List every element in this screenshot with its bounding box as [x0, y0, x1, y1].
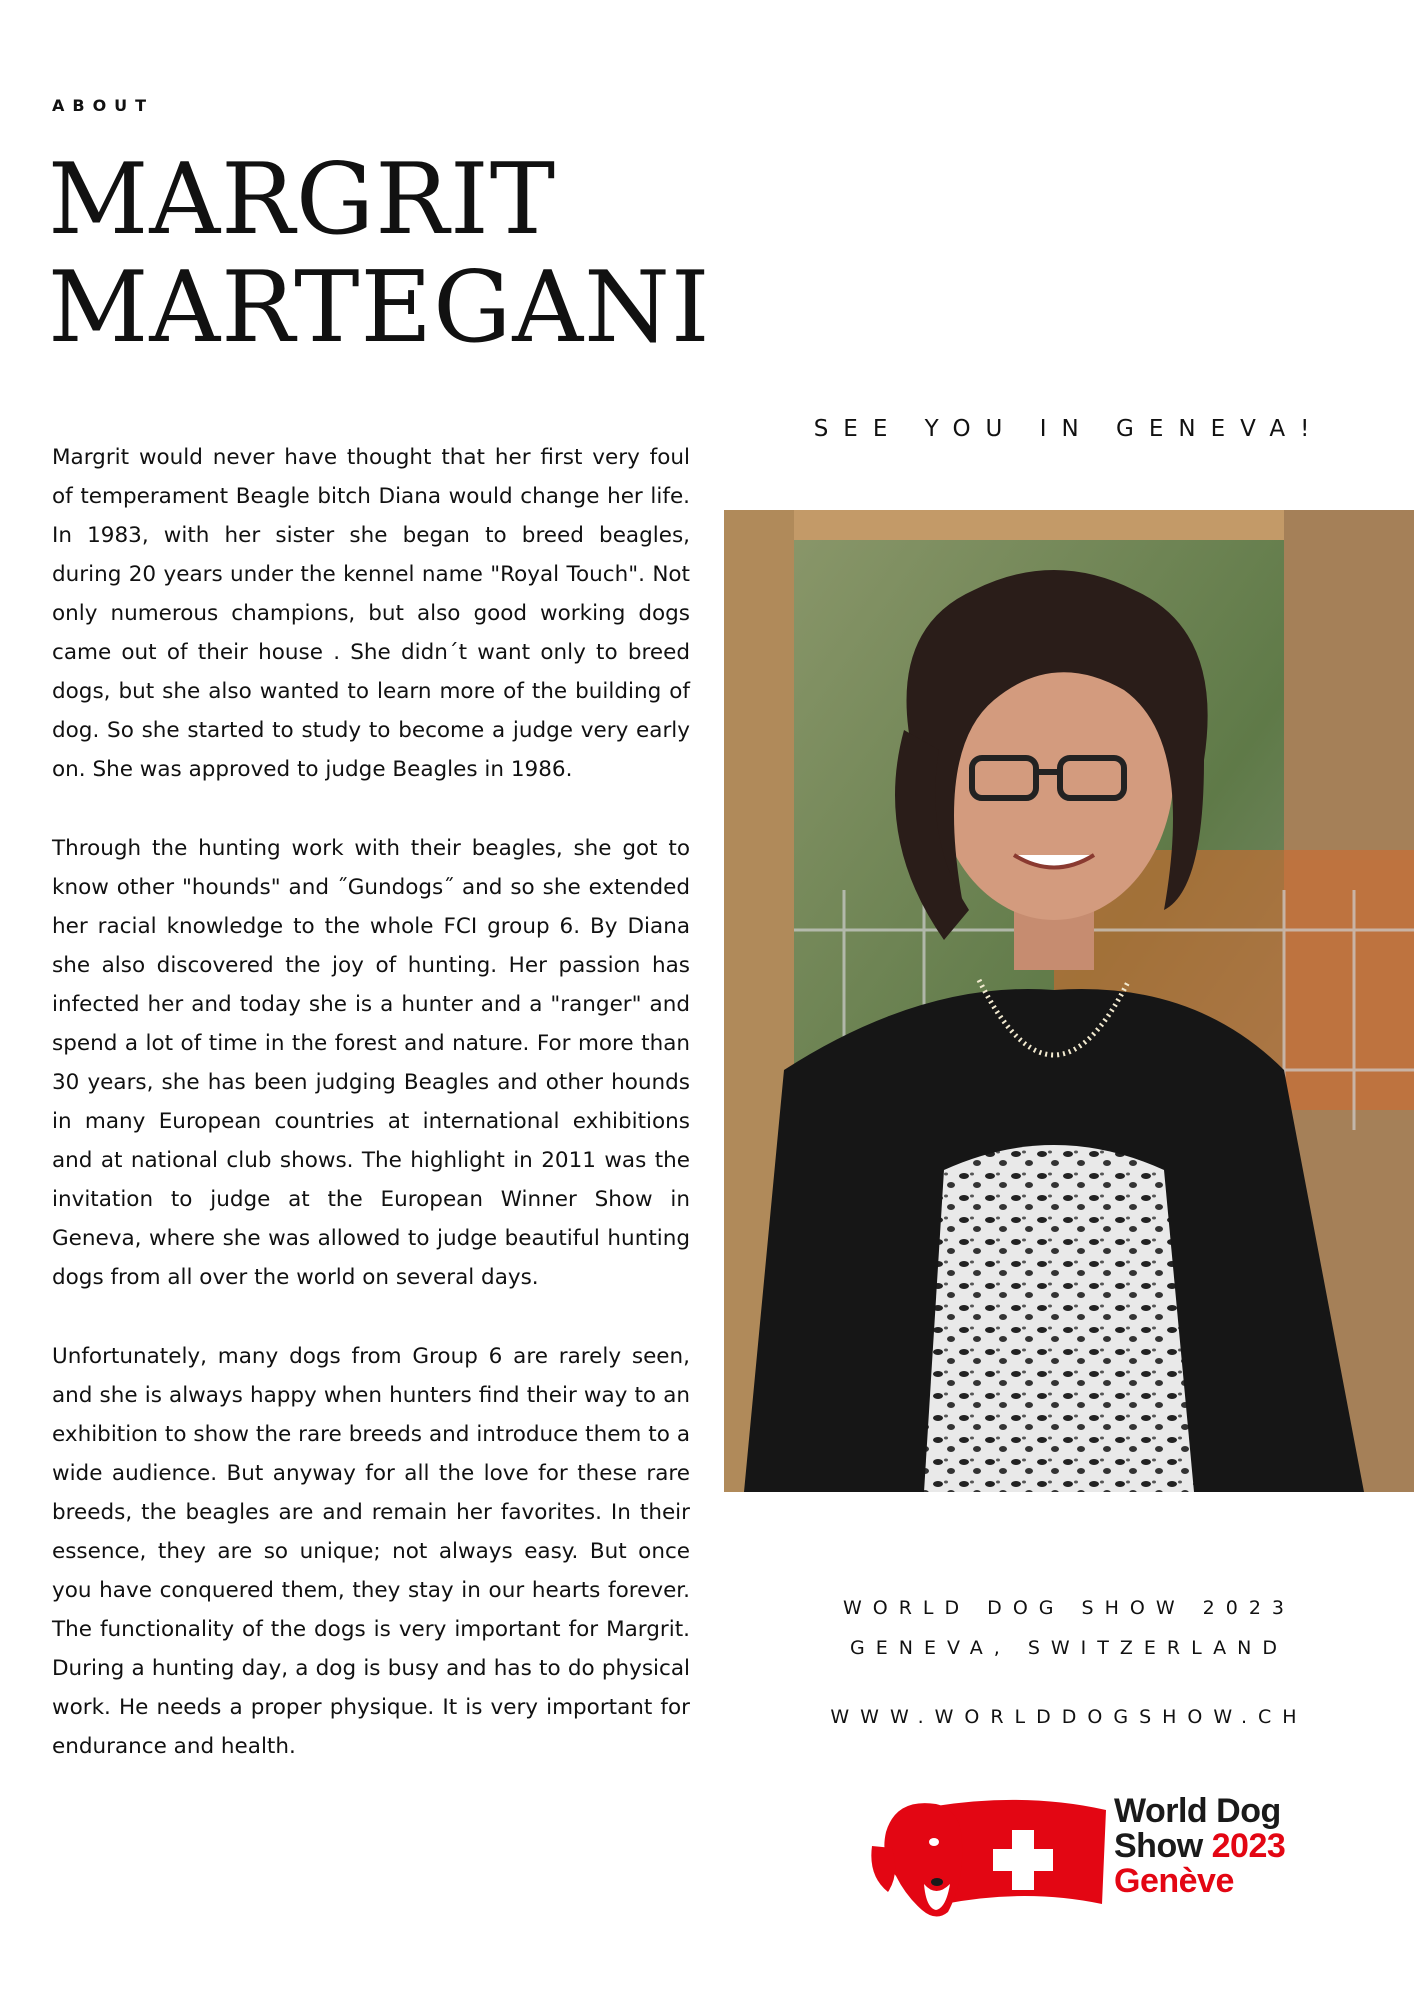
title-line-last-name: MARTEGANI: [48, 251, 711, 365]
biography-paragraph: Unfortunately, many dogs from Group 6 are rarely seen, and she is always happy when hunters find their way to an exhibition to show the rare breeds and introduce them to a wide audience. But anyway for all the love for these rare breeds, the beagles are and remain her favorites. In their essence, they are so unique; not always easy. But once you have conquered them, they stay in our hearts forever. The functionality of the dogs is very important for Margrit. During a hunting day, a dog is busy and has to do physical work. He needs a proper physique. It is very important for endurance and health.: [52, 1344, 690, 1759]
logo-line-world-dog: World Dog: [1114, 1792, 1281, 1830]
logo-word-show: Show: [1114, 1827, 1203, 1865]
biography-text: [52, 438, 690, 1806]
section-eyebrow: ABOUT: [52, 96, 155, 115]
tagline: SEE YOU IN GENEVA!: [813, 416, 1325, 442]
dog-flag-emblem-icon: [866, 1792, 1106, 1922]
event-name: WORLD DOG SHOW 2023: [842, 1597, 1296, 1619]
portrait-illustration: [724, 510, 1414, 1492]
logo-line-show-year: [1114, 1829, 1285, 1864]
logo-city: Genève: [1114, 1862, 1234, 1900]
event-location: GENEVA, SWITZERLAND: [850, 1637, 1288, 1659]
title-line-first-name: MARGRIT: [48, 143, 557, 257]
event-info: [724, 1588, 1414, 1668]
logo-wordmark: [1114, 1794, 1285, 1899]
biography-paragraph: Margrit would never have thought that her first very foul of temperament Beagle bitch Diana would change her life. In 1983, with her sister she began to breed beagles, during 20 years under the kennel name "Royal Touch". Not only numerous champions, but also good working dogs came out of their house . She didn´t want only to breed dogs, but she also wanted to learn more of the building of dog. So she started to study to become a judge very early on. She was approved to judge Beagles in 1986.: [52, 445, 690, 782]
page-title: [48, 143, 711, 365]
world-dog-show-logo: [866, 1792, 1296, 1922]
logo-year: 2023: [1211, 1827, 1286, 1865]
website-link[interactable]: WWW.WORLDDOGSHOW.CH: [830, 1706, 1308, 1728]
judge-portrait-photo: [724, 510, 1414, 1492]
biography-paragraph: Through the hunting work with their beagles, she got to know other "hounds" and ˝Gundogs˝ and so she extended her racial knowledge to the whole FCI group 6. By Diana she also discovered the joy of hunting. Her passion has infected her and today she is a hunter and a "ranger" and spend a lot of time in the forest and nature. For more than 30 years, she has been judging Beagles and other hounds in many European countries at international exhibitions and at national club shows. The highlight in 2011 was the invitation to judge at the European Winner Show in Geneva, where she was allowed to judge beautiful hunting dogs from all over the world on several days.: [52, 836, 690, 1290]
